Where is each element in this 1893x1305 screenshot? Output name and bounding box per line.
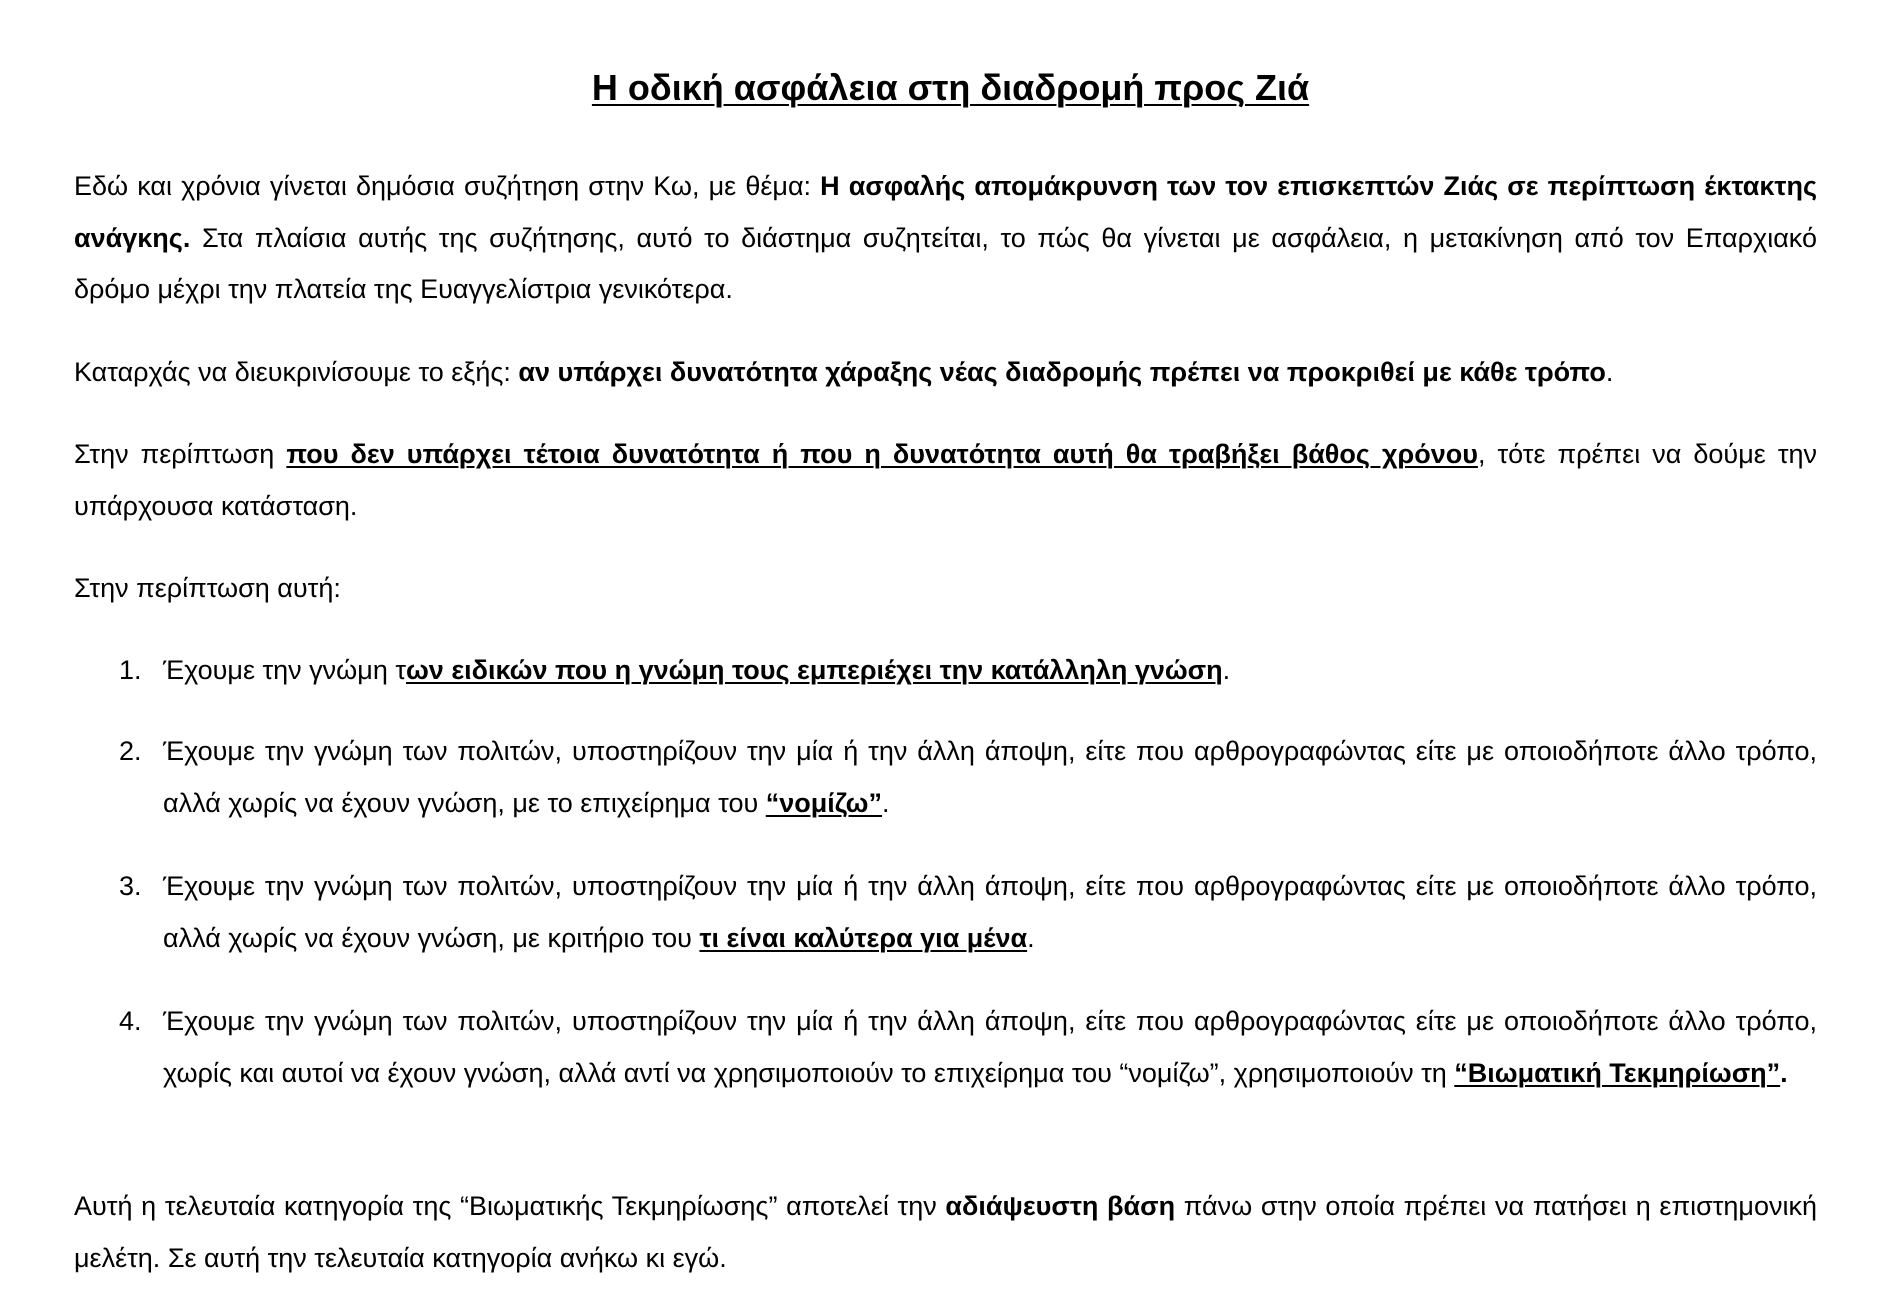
list-item-text: [163, 861, 1817, 964]
list-item-text-b: .: [1027, 922, 1035, 953]
list-item-2: [119, 726, 1817, 829]
list-item-4: [119, 996, 1817, 1099]
list-item-bold-underlined: “Βιωματική Τεκμηρίωση”: [1454, 1057, 1781, 1088]
paragraph-clarification-text-a: Καταρχάς να διευκρινίσουμε το εξής:: [74, 357, 519, 387]
list-item-text-b: .: [882, 787, 890, 818]
paragraph-clarification-text-b: .: [1605, 357, 1614, 387]
list-item-text: [163, 645, 1817, 697]
list-item-text-a: Έχουμε την γνώμη των πολιτών, υποστηρίζουν την μία ή την άλλη άποψη, είτε που αρθρογραφώντας είτε με οποιοδήποτε άλλο τρόπο, χωρίς και αυτοί να έχουν γνώση, αλλά αντί να χρησιμοποιούν το επιχείρημα του “νομίζω”, χρησιμοποιούν τη: [163, 1006, 1817, 1088]
list-item-text-b: .: [1780, 1057, 1788, 1088]
list-item-text: [163, 996, 1817, 1099]
list-item-text: [163, 726, 1817, 829]
list-item-bold-underlined: “νομίζω”: [765, 787, 882, 818]
paragraph-case-text-a: Στην περίπτωση: [74, 439, 287, 469]
list-item-text-a: Έχουμε την γνώμη των πολιτών, υποστηρίζουν την μία ή την άλλη άποψη, είτε που αρθρογραφώντας είτε με οποιοδήποτε άλλο τρόπο, αλλά χωρίς να έχουν γνώση, με κριτήριο του: [163, 871, 1817, 953]
paragraph-list-intro: [74, 563, 1817, 615]
list-item-bold-underlined: ων ειδικών που η γνώμη τους εμπεριέχει την κατάλληλη γνώση: [406, 655, 1223, 685]
paragraph-clarification: [74, 347, 1817, 399]
list-item-text-b: .: [1222, 655, 1231, 685]
paragraph-case-bold-underlined: που δεν υπάρχει τέτοια δυνατότητα ή που η δυνατότητα αυτή θα τραβήξει βάθος χρόνου: [286, 439, 1478, 469]
list-item-text-a: Έχουμε την γνώμη των πολιτών, υποστηρίζουν την μία ή την άλλη άποψη, είτε που αρθρογραφώντας είτε με οποιοδήποτε άλλο τρόπο, αλλά χωρίς να έχουν γνώση, με το επιχείρημα του: [163, 736, 1817, 818]
list-item-1: [119, 645, 1817, 697]
document-title: [0, 68, 1893, 108]
paragraph-intro-text-b: Στα πλαίσια αυτής της συζήτησης, αυτό το διάστημα συζητείται, το πώς θα γίνεται με ασφάλεια, η μετακίνηση από τον Επαρχιακό δρόμο μέχρι την πλατεία της Ευαγγελίστρια γενικότερα.: [74, 222, 1817, 304]
paragraph-conclusion-text-b: πάνω στην οποία πρέπει να πατήσει η επιστημονική μελέτη. Σε αυτή την τελευταία κατηγορία ανήκω κι εγώ.: [74, 1191, 1818, 1273]
list-item-number: 1.: [119, 655, 142, 685]
list-item-3: [119, 861, 1817, 964]
list-item-bold-underlined: τι είναι καλύτερα για μένα: [699, 922, 1028, 953]
list-item-text-a: Έχουμε την γνώμη τ: [163, 655, 406, 685]
paragraph-conclusion-text-a: Αυτή η τελευταία κατηγορία της “Βιωματικής Τεκμηρίωσης” αποτελεί την: [74, 1191, 946, 1221]
document-title-text: Η οδική ασφάλεια στη διαδρομή προς Ζιά: [591, 67, 1310, 108]
paragraph-intro-text-a: Εδώ και χρόνια γίνεται δημόσια συζήτηση στην Κω, με θέμα:: [74, 171, 821, 201]
paragraph-intro-bold-topic: Η ασφαλής απομάκρυνση των τον επισκεπτών Ζιάς σε περίπτωση έκτακτης ανάγκης.: [74, 171, 1817, 253]
paragraph-case-text-b: , τότε πρέπει να δούμε την υπάρχουσα κατάσταση.: [74, 439, 1817, 521]
paragraph-list-intro-text: Στην περίπτωση αυτή:: [74, 573, 341, 603]
list-item-number: 3.: [119, 871, 142, 901]
paragraph-conclusion-bold: αδιάψευστη βάση: [945, 1191, 1176, 1221]
paragraph-conclusion: [74, 1181, 1817, 1284]
list-item-number: 2.: [119, 736, 142, 766]
paragraph-case: [74, 429, 1817, 532]
list-item-number: 4.: [119, 1006, 142, 1036]
paragraph-clarification-bold: αν υπάρχει δυνατότητα χάραξης νέας διαδρομής πρέπει να προκριθεί με κάθε τρόπο: [518, 357, 1606, 387]
paragraph-intro: [74, 161, 1817, 316]
